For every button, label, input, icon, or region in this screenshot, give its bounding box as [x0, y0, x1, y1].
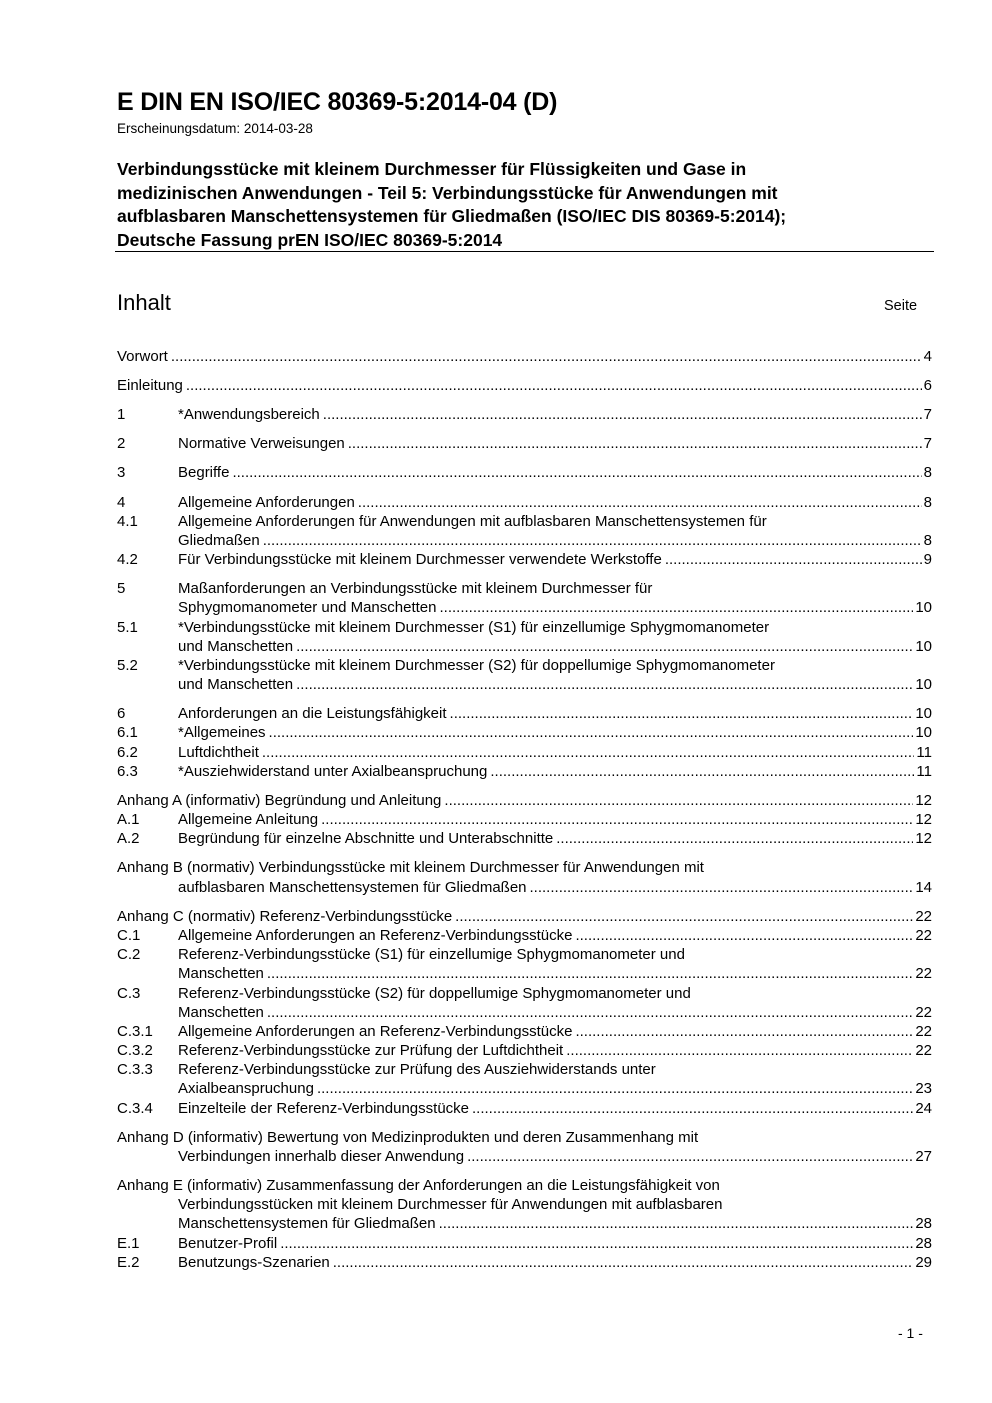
- toc-leader-dots: [323, 405, 922, 424]
- toc-leader-dots: [171, 347, 922, 366]
- toc-leader-dots: [262, 743, 915, 762]
- toc-entry-number: 5: [117, 580, 126, 597]
- toc-entry[interactable]: [117, 1060, 932, 1079]
- toc-entry[interactable]: [117, 791, 932, 810]
- toc-entry-number: C.1: [117, 927, 141, 944]
- toc-entry[interactable]: [117, 1041, 932, 1060]
- toc-entry-title: aufblasbaren Manschettensystemen für Gliedmaßen: [178, 879, 527, 896]
- toc-entry-page: 7: [923, 406, 932, 423]
- toc-entry-number: 3: [117, 464, 126, 481]
- toc-entry-title: Benutzungs-Szenarien: [178, 1254, 330, 1271]
- toc-leader-dots: [455, 907, 913, 926]
- toc-leader-dots: [358, 493, 922, 512]
- toc-entry-number: 2: [117, 435, 126, 452]
- toc-entry-title: Manschetten: [178, 965, 264, 982]
- toc-leader-dots: [267, 1003, 913, 1022]
- toc-entry[interactable]: [117, 945, 932, 964]
- toc-entry-title: Anhang C (normativ) Referenz-Verbindungsstücke: [117, 908, 453, 925]
- toc-entry[interactable]: [117, 376, 932, 395]
- toc-entry-page: 10: [915, 676, 932, 693]
- toc-entry-number: C.3.2: [117, 1042, 153, 1059]
- toc-entry-page: 11: [916, 763, 932, 780]
- toc-entry-number: 4.2: [117, 551, 138, 568]
- toc-entry[interactable]: [117, 405, 932, 424]
- toc-entry-continued[interactable]: [117, 675, 932, 694]
- subtitle-line: medizinischen Anwendungen - Teil 5: Verbindungsstücke für Anwendungen mit: [117, 182, 778, 203]
- title-divider: [115, 251, 934, 252]
- toc-entry[interactable]: [117, 1253, 932, 1272]
- toc-entry[interactable]: [117, 984, 932, 1003]
- toc-entry-continued[interactable]: [117, 1003, 932, 1022]
- subtitle-line: Verbindungsstücke mit kleinem Durchmesser für Flüssigkeiten und Gase in: [117, 159, 747, 179]
- toc-entry-page: 22: [915, 1004, 932, 1021]
- toc-entry-number: 1: [117, 406, 126, 423]
- toc-leader-dots: [575, 926, 913, 945]
- toc-entry-page: 22: [915, 1023, 932, 1040]
- toc-entry-page: 8: [923, 494, 932, 511]
- toc-entry-page: 23: [915, 1080, 932, 1097]
- toc-entry[interactable]: [117, 618, 932, 637]
- toc-entry-title: Einzelteile der Referenz-Verbindungsstücke: [178, 1100, 469, 1117]
- toc-entry-number: E.1: [117, 1235, 140, 1252]
- toc-entry[interactable]: [117, 810, 932, 829]
- toc-leader-dots: [296, 637, 913, 656]
- toc-entry-title: Gliedmaßen: [178, 532, 260, 549]
- toc-heading: Inhalt: [117, 290, 171, 315]
- toc-entry-title: Axialbeanspruchung: [178, 1080, 314, 1097]
- toc-entry-page: 7: [923, 435, 932, 452]
- subtitle-line: aufblasbaren Manschettensystemen für Gliedmaßen (ISO/IEC DIS 80369-5:2014);: [117, 206, 787, 226]
- toc-entry-title: Luftdichtheit: [178, 744, 259, 761]
- toc-entry[interactable]: [117, 907, 932, 926]
- toc-entry-title: Manschettensystemen für Gliedmaßen: [178, 1215, 436, 1232]
- toc-entry-number: C.3.1: [117, 1023, 153, 1040]
- toc-leader-dots: [348, 434, 922, 453]
- toc-entry-number: 4.1: [117, 513, 138, 530]
- toc-entry[interactable]: [117, 347, 932, 366]
- toc-entry[interactable]: [117, 1099, 932, 1118]
- publication-date: Erscheinungsdatum: 2014-03-28: [117, 121, 313, 136]
- toc-entry-page: 10: [915, 705, 932, 722]
- toc-leader-dots: [490, 762, 914, 781]
- toc-entry-number: 6.3: [117, 763, 138, 780]
- toc-leader-dots: [232, 463, 921, 482]
- toc-entry-page: 29: [915, 1254, 932, 1271]
- toc-entry-page: 14: [915, 879, 932, 896]
- toc-entry[interactable]: [117, 704, 932, 723]
- toc-entry-title: Maßanforderungen an Verbindungsstücke mit kleinem Durchmesser für: [178, 580, 653, 597]
- toc-entry-title: Referenz-Verbindungsstücke (S1) für einzellumige Sphygmomanometer und: [178, 946, 685, 963]
- toc-leader-dots: [269, 723, 914, 742]
- toc-entry-continued[interactable]: [117, 1195, 932, 1214]
- toc-entry-title: Referenz-Verbindungsstücke zur Prüfung der Luftdichtheit: [178, 1042, 564, 1059]
- toc-entry-number: 6.1: [117, 724, 138, 741]
- toc-entry[interactable]: [117, 858, 932, 877]
- toc-entry-continued[interactable]: [117, 1079, 932, 1098]
- toc-entry-page: 8: [923, 464, 932, 481]
- toc-entry-title: Anhang D (informativ) Bewertung von Medizinprodukten und deren Zusammenhang mit: [117, 1129, 699, 1146]
- toc-entry-title: Verbindungsstücken mit kleinem Durchmesser für Anwendungen mit aufblasbaren: [178, 1196, 723, 1213]
- toc-entry-title: *Verbindungsstücke mit kleinem Durchmesser (S1) für einzellumige Sphygmomanometer: [178, 619, 770, 636]
- toc-entry[interactable]: [117, 512, 932, 531]
- toc-entry-page: 22: [915, 965, 932, 982]
- toc-leader-dots: [263, 531, 922, 550]
- toc-entry-title: Begriffe: [178, 464, 230, 481]
- toc-leader-dots: [267, 964, 913, 983]
- toc-entry-page: 12: [915, 792, 932, 809]
- toc-entry-title: Allgemeine Anforderungen: [178, 494, 355, 511]
- toc-entry-title: *Verbindungsstücke mit kleinem Durchmesser (S2) für doppellumige Sphygmomanometer: [178, 657, 775, 674]
- toc-entry-title: Manschetten: [178, 1004, 264, 1021]
- toc-entry-number: 6: [117, 705, 126, 722]
- toc-entry[interactable]: [117, 656, 932, 675]
- toc-entry[interactable]: [117, 926, 932, 945]
- toc-leader-dots: [333, 1253, 914, 1272]
- toc-entry-continued[interactable]: [117, 1147, 932, 1166]
- toc-leader-dots: [566, 1041, 913, 1060]
- toc-entry-title: Einleitung: [117, 377, 183, 394]
- document-title: E DIN EN ISO/IEC 80369-5:2014-04 (D): [117, 88, 558, 116]
- toc-entry-title: Sphygmomanometer und Manschetten: [178, 599, 437, 616]
- toc-page-column-label: Seite: [884, 298, 918, 314]
- toc-leader-dots: [665, 550, 922, 569]
- toc-entry-page: 10: [915, 638, 932, 655]
- toc-entry-number: 5.1: [117, 619, 138, 636]
- toc-entry-number: C.3.3: [117, 1061, 153, 1078]
- toc-entry-title: Anhang B (normativ) Verbindungsstücke mit kleinem Durchmesser für Anwendungen mit: [117, 859, 704, 876]
- toc-entry-title: *Anwendungsbereich: [178, 406, 320, 423]
- toc-entry-number: 4: [117, 494, 126, 511]
- toc-leader-dots: [472, 1099, 913, 1118]
- toc-entry-page: 9: [923, 551, 932, 568]
- toc-entry-title: Referenz-Verbindungsstücke zur Prüfung des Ausziehwiderstands unter: [178, 1061, 656, 1078]
- toc-leader-dots: [296, 675, 913, 694]
- toc-leader-dots: [321, 810, 913, 829]
- toc-entry[interactable]: [117, 1128, 932, 1147]
- toc-entry-number: C.3: [117, 985, 141, 1002]
- toc-entry-title: Für Verbindungsstücke mit kleinem Durchmesser verwendete Werkstoffe: [178, 551, 662, 568]
- toc-entry-number: A.2: [117, 830, 140, 847]
- toc-leader-dots: [530, 878, 914, 897]
- toc-entry-title: Begründung für einzelne Abschnitte und Unterabschnitte: [178, 830, 554, 847]
- toc-entry-number: E.2: [117, 1254, 140, 1271]
- toc-entry-continued[interactable]: [117, 878, 932, 897]
- toc-entry-title: Referenz-Verbindungsstücke (S2) für doppellumige Sphygmomanometer und: [178, 985, 691, 1002]
- toc-entry-page: 4: [923, 348, 932, 365]
- toc-leader-dots: [450, 704, 914, 723]
- toc-entry-number: C.3.4: [117, 1100, 153, 1117]
- toc-entry-title: Anhang E (informativ) Zusammenfassung der Anforderungen an die Leistungsfähigkeit von: [117, 1177, 720, 1194]
- toc-entry-title: Benutzer-Profil: [178, 1235, 278, 1252]
- toc-entry-continued[interactable]: [117, 598, 932, 617]
- toc-entry[interactable]: [117, 463, 932, 482]
- toc-leader-dots: [467, 1147, 913, 1166]
- toc-entry-page: 24: [915, 1100, 932, 1117]
- toc-entry-page: 28: [915, 1215, 932, 1232]
- toc-entry-page: 6: [923, 377, 932, 394]
- toc-entry-page: 12: [915, 830, 932, 847]
- toc-entry[interactable]: [117, 550, 932, 569]
- toc-entry[interactable]: [117, 1234, 932, 1253]
- toc-entry-page: 12: [915, 811, 932, 828]
- toc-entry-continued[interactable]: [117, 531, 932, 550]
- toc-entry-number: C.2: [117, 946, 141, 963]
- toc-leader-dots: [439, 598, 913, 617]
- toc-leader-dots: [439, 1214, 914, 1233]
- toc-entry[interactable]: [117, 723, 932, 742]
- toc-leader-dots: [575, 1022, 913, 1041]
- toc-entry-page: 28: [915, 1235, 932, 1252]
- toc-entry[interactable]: [117, 434, 932, 453]
- toc-entry[interactable]: [117, 579, 932, 598]
- toc-entry-title: Allgemeine Anforderungen an Referenz-Verbindungsstücke: [178, 927, 573, 944]
- toc-entry-title: Verbindungen innerhalb dieser Anwendung: [178, 1148, 465, 1165]
- toc-entry-title: Normative Verweisungen: [178, 435, 345, 452]
- toc-leader-dots: [186, 376, 922, 395]
- toc-entry-page: 27: [915, 1148, 932, 1165]
- toc-entry[interactable]: [117, 1022, 932, 1041]
- toc-entry-title: *Ausziehwiderstand unter Axialbeanspruchung: [178, 763, 488, 780]
- toc-entry-number: 6.2: [117, 744, 138, 761]
- toc-entry-page: 10: [915, 599, 932, 616]
- toc-leader-dots: [317, 1079, 913, 1098]
- page-number-footer: - 1 -: [898, 1325, 923, 1341]
- toc-entry-number: A.1: [117, 811, 140, 828]
- document-subtitle: [117, 158, 929, 252]
- toc-entry-page: 22: [915, 927, 932, 944]
- toc-entry-title: Allgemeine Anforderungen für Anwendungen mit aufblasbaren Manschettensystemen für: [178, 513, 767, 530]
- toc-entry-continued[interactable]: [117, 1214, 932, 1233]
- toc-entry-title: Allgemeine Anleitung: [178, 811, 319, 828]
- toc-entry-page: 8: [923, 532, 932, 549]
- toc-entry-title: und Manschetten: [178, 638, 294, 655]
- toc-entry-title: Vorwort: [117, 348, 168, 365]
- toc-entry-number: 5.2: [117, 657, 138, 674]
- toc-entry-page: 10: [915, 724, 932, 741]
- toc-leader-dots: [444, 791, 913, 810]
- toc-entry-title: Allgemeine Anforderungen an Referenz-Verbindungsstücke: [178, 1023, 573, 1040]
- toc-entry-title: und Manschetten: [178, 676, 294, 693]
- toc-leader-dots: [280, 1234, 913, 1253]
- toc-entry-title: Anhang A (informativ) Begründung und Anleitung: [117, 792, 442, 809]
- toc-entry-title: Anforderungen an die Leistungsfähigkeit: [178, 705, 447, 722]
- toc-entry[interactable]: [117, 743, 932, 762]
- toc-leader-dots: [556, 829, 913, 848]
- toc-entry-title: *Allgemeines: [178, 724, 266, 741]
- toc-entry[interactable]: [117, 1176, 932, 1195]
- subtitle-line: Deutsche Fassung prEN ISO/IEC 80369-5:2014: [117, 229, 503, 250]
- toc-entry[interactable]: [117, 829, 932, 848]
- toc-entry-continued[interactable]: [117, 637, 932, 656]
- toc-entry[interactable]: [117, 762, 932, 781]
- toc-entry-continued[interactable]: [117, 964, 932, 983]
- toc-entry[interactable]: [117, 493, 932, 512]
- toc-entry-page: 22: [915, 1042, 932, 1059]
- toc-entry-page: 22: [915, 908, 932, 925]
- toc-entry-page: 11: [916, 744, 932, 761]
